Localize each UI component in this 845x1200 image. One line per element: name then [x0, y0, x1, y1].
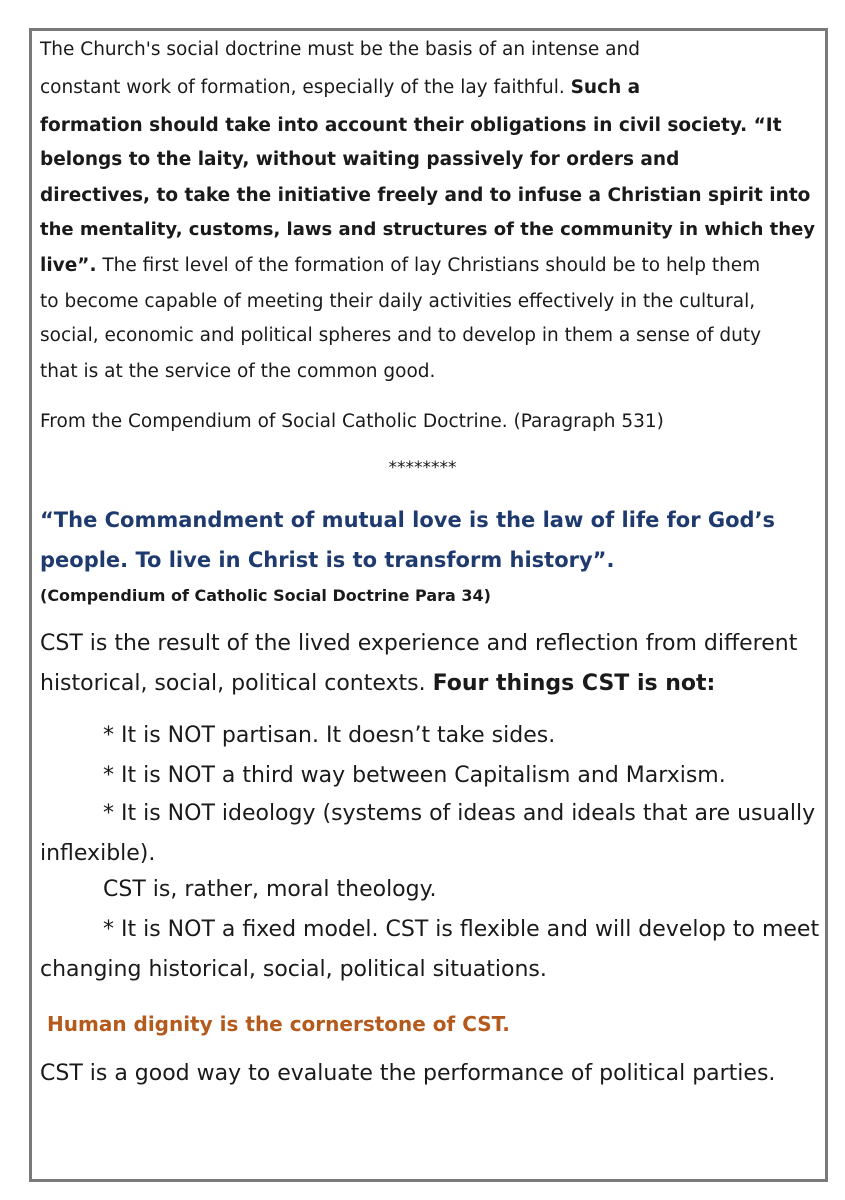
para1-line-8: to become capable of meeting their daily activities effectively in the cultural,	[40, 291, 756, 312]
para1-line-9: social, economic and political spheres and to develop in them a sense of duty	[40, 325, 762, 346]
para1-line-4: belongs to the laity, without waiting passively for orders and	[40, 149, 680, 170]
bullet-3-note: CST is, rather, moral theology.	[103, 877, 437, 902]
para1-line-1: The Church's social doctrine must be the basis of an intense and	[40, 39, 640, 60]
para1-line-3: formation should take into account their obligations in civil society. “It	[40, 115, 782, 136]
para1-line-5: directives, to take the initiative freely and to infuse a Christian spirit into	[40, 185, 811, 206]
para1-line-7-text: The first level of the formation of lay Christians should be to help them	[96, 255, 761, 276]
dignity-heading: Human dignity is the cornerstone of CST.	[47, 1012, 510, 1036]
para1-line-10: that is at the service of the common good.	[40, 361, 436, 382]
source-citation: From the Compendium of Social Catholic Doctrine. (Paragraph 531)	[40, 411, 664, 432]
bullet-4: * It is NOT a fixed model. CST is flexible and will develop to meet	[103, 917, 820, 942]
para1-line-6: the mentality, customs, laws and structures of the community in which they	[40, 219, 816, 240]
para1-line-7-bold: live”.	[40, 255, 97, 276]
bullet-3-cont: inflexible).	[40, 841, 156, 866]
para1-line-2	[40, 76, 640, 100]
cst-line-1: CST is the result of the lived experience and reflection from different	[40, 631, 798, 656]
bullet-4-cont: changing historical, social, political situations.	[40, 957, 547, 982]
quote-reference: (Compendium of Catholic Social Doctrine Para 34)	[40, 586, 491, 605]
bullet-1: * It is NOT partisan. It doesn’t take sides.	[103, 723, 556, 748]
closing-line: CST is a good way to evaluate the performance of political parties.	[40, 1061, 776, 1086]
bullet-3: * It is NOT ideology (systems of ideas and ideals that are usually	[103, 801, 816, 826]
separator: ********	[388, 458, 457, 478]
cst-line-2-bold: Four things CST is not:	[432, 671, 716, 696]
quote-line-2: people. To live in Christ is to transform history”.	[40, 548, 615, 572]
para1-line-7	[40, 254, 760, 278]
para1-line-2-text: constant work of formation, especially of the lay faithful.	[40, 77, 571, 98]
para1-line-2-bold: Such a	[570, 77, 641, 98]
cst-line-2	[40, 670, 715, 698]
quote-line-1: “The Commandment of mutual love is the law of life for God’s	[40, 508, 776, 532]
cst-line-2-text: historical, social, political contexts.	[40, 671, 433, 696]
bullet-2: * It is NOT a third way between Capitalism and Marxism.	[103, 763, 726, 788]
